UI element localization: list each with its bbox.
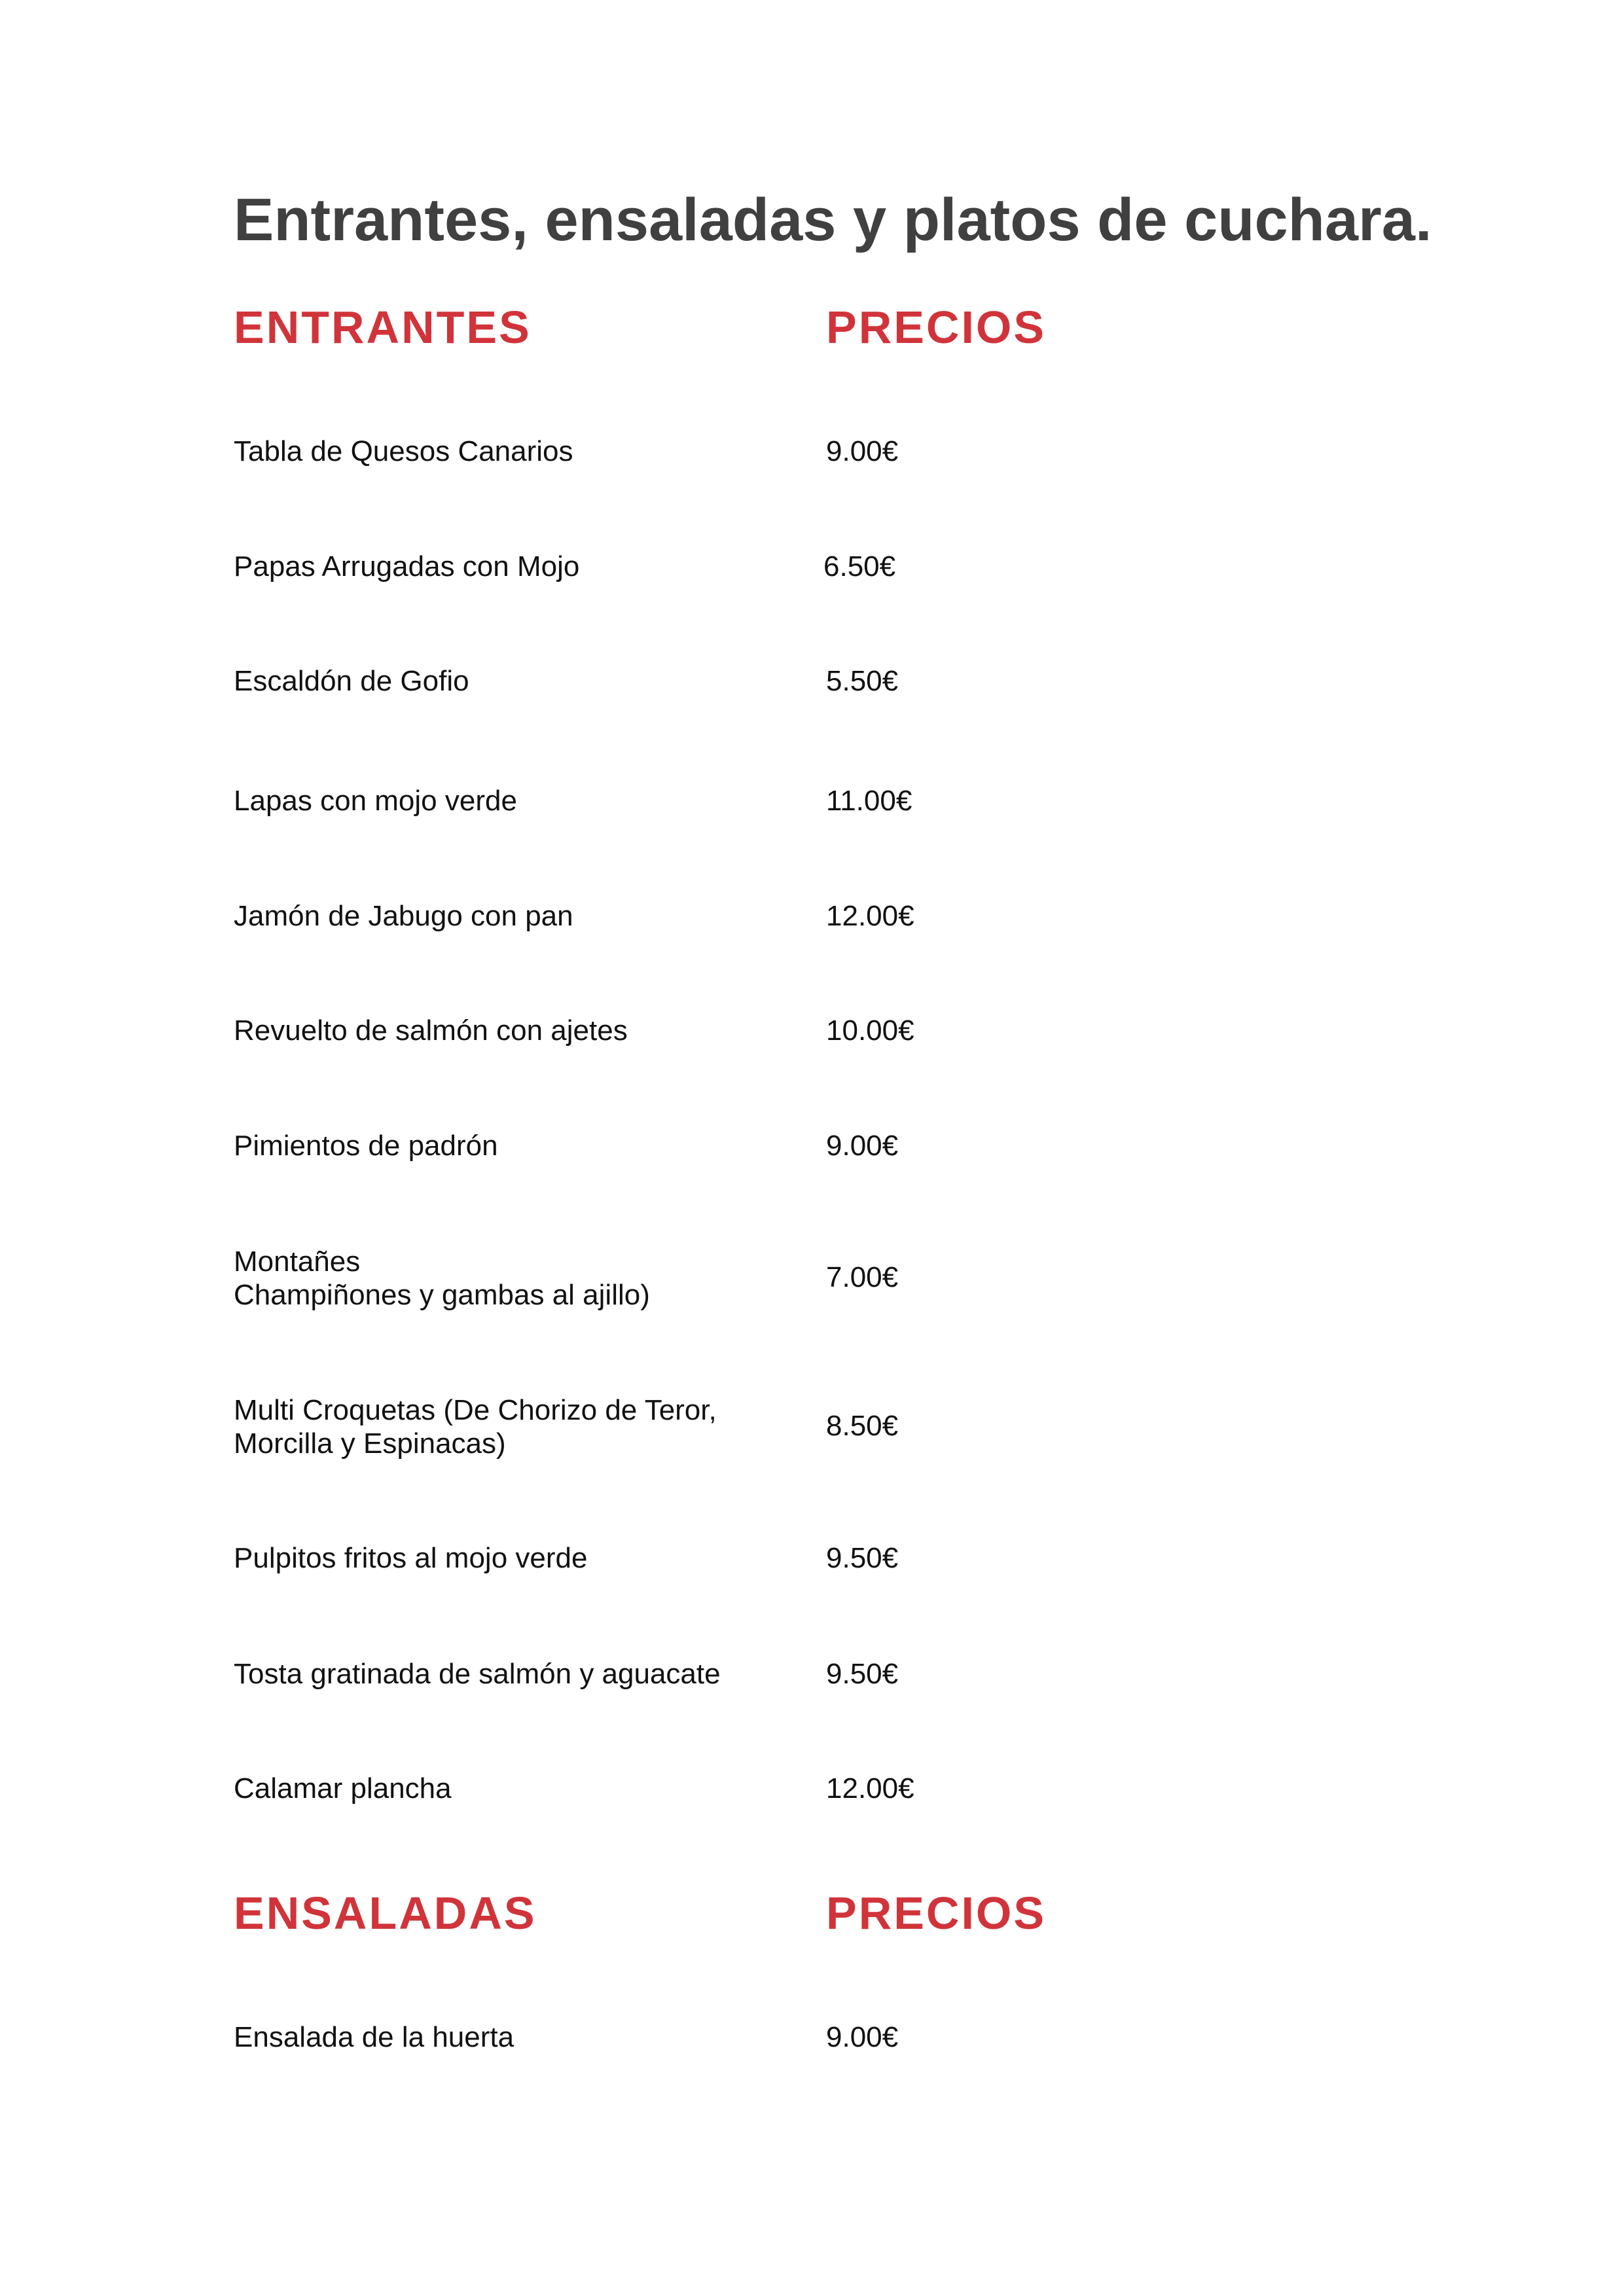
menu-item-price: 12.00€: [826, 1772, 914, 1804]
price-header-entrantes: PRECIOS: [826, 302, 1047, 353]
menu-item-price: 9.50€: [826, 1542, 899, 1574]
menu-item-name: Ensalada de la huerta: [234, 2021, 514, 2053]
page-title: Entrantes, ensaladas y platos de cuchara.: [234, 187, 1432, 253]
menu-item-name: [234, 1393, 823, 1460]
price-header-ensaladas: PRECIOS: [826, 1888, 1047, 1939]
menu-item-name: Papas Arrugadas con Mojo: [234, 550, 580, 583]
menu-item-name: Lapas con mojo verde: [234, 785, 517, 817]
menu-item-price: 5.50€: [826, 665, 899, 697]
menu-item-name-line: Morcilla y Espinacas): [234, 1427, 506, 1460]
menu-item-name: Jamón de Jabugo con pan: [234, 900, 573, 932]
menu-item-name: Tabla de Quesos Canarios: [234, 435, 573, 467]
menu-item-price: 12.00€: [826, 900, 914, 932]
menu-item-price: 6.50€: [823, 550, 896, 583]
menu-item-name: Calamar plancha: [234, 1772, 452, 1804]
menu-item-price: 9.50€: [826, 1658, 899, 1690]
section-header-ensaladas: ENSALADAS: [234, 1888, 537, 1939]
menu-item-name-line: Champiñones y gambas al ajillo): [234, 1279, 650, 1311]
menu-item-price: 9.00€: [826, 2021, 899, 2053]
menu-item-name: Escaldón de Gofio: [234, 665, 469, 697]
menu-item-name: Revuelto de salmón con ajetes: [234, 1014, 628, 1047]
menu-item-price: 11.00€: [826, 785, 912, 817]
menu-item-price: 7.00€: [826, 1261, 899, 1293]
section-header-entrantes: ENTRANTES: [234, 302, 532, 353]
menu-item-name: Tosta gratinada de salmón y aguacate: [234, 1658, 721, 1690]
menu-item-price: 8.50€: [826, 1410, 899, 1442]
menu-item-name: Pimientos de padrón: [234, 1130, 498, 1162]
menu-item-name-line: Montañes: [234, 1246, 361, 1278]
menu-item-price: 10.00€: [826, 1014, 914, 1047]
menu-item-price: 9.00€: [826, 1130, 899, 1162]
menu-item-name: Pulpitos fritos al mojo verde: [234, 1542, 588, 1574]
menu-item-price: 9.00€: [826, 435, 899, 467]
menu-item-name: [234, 1245, 823, 1312]
menu-item-name-line: Multi Croquetas (De Chorizo de Teror,: [234, 1394, 717, 1426]
